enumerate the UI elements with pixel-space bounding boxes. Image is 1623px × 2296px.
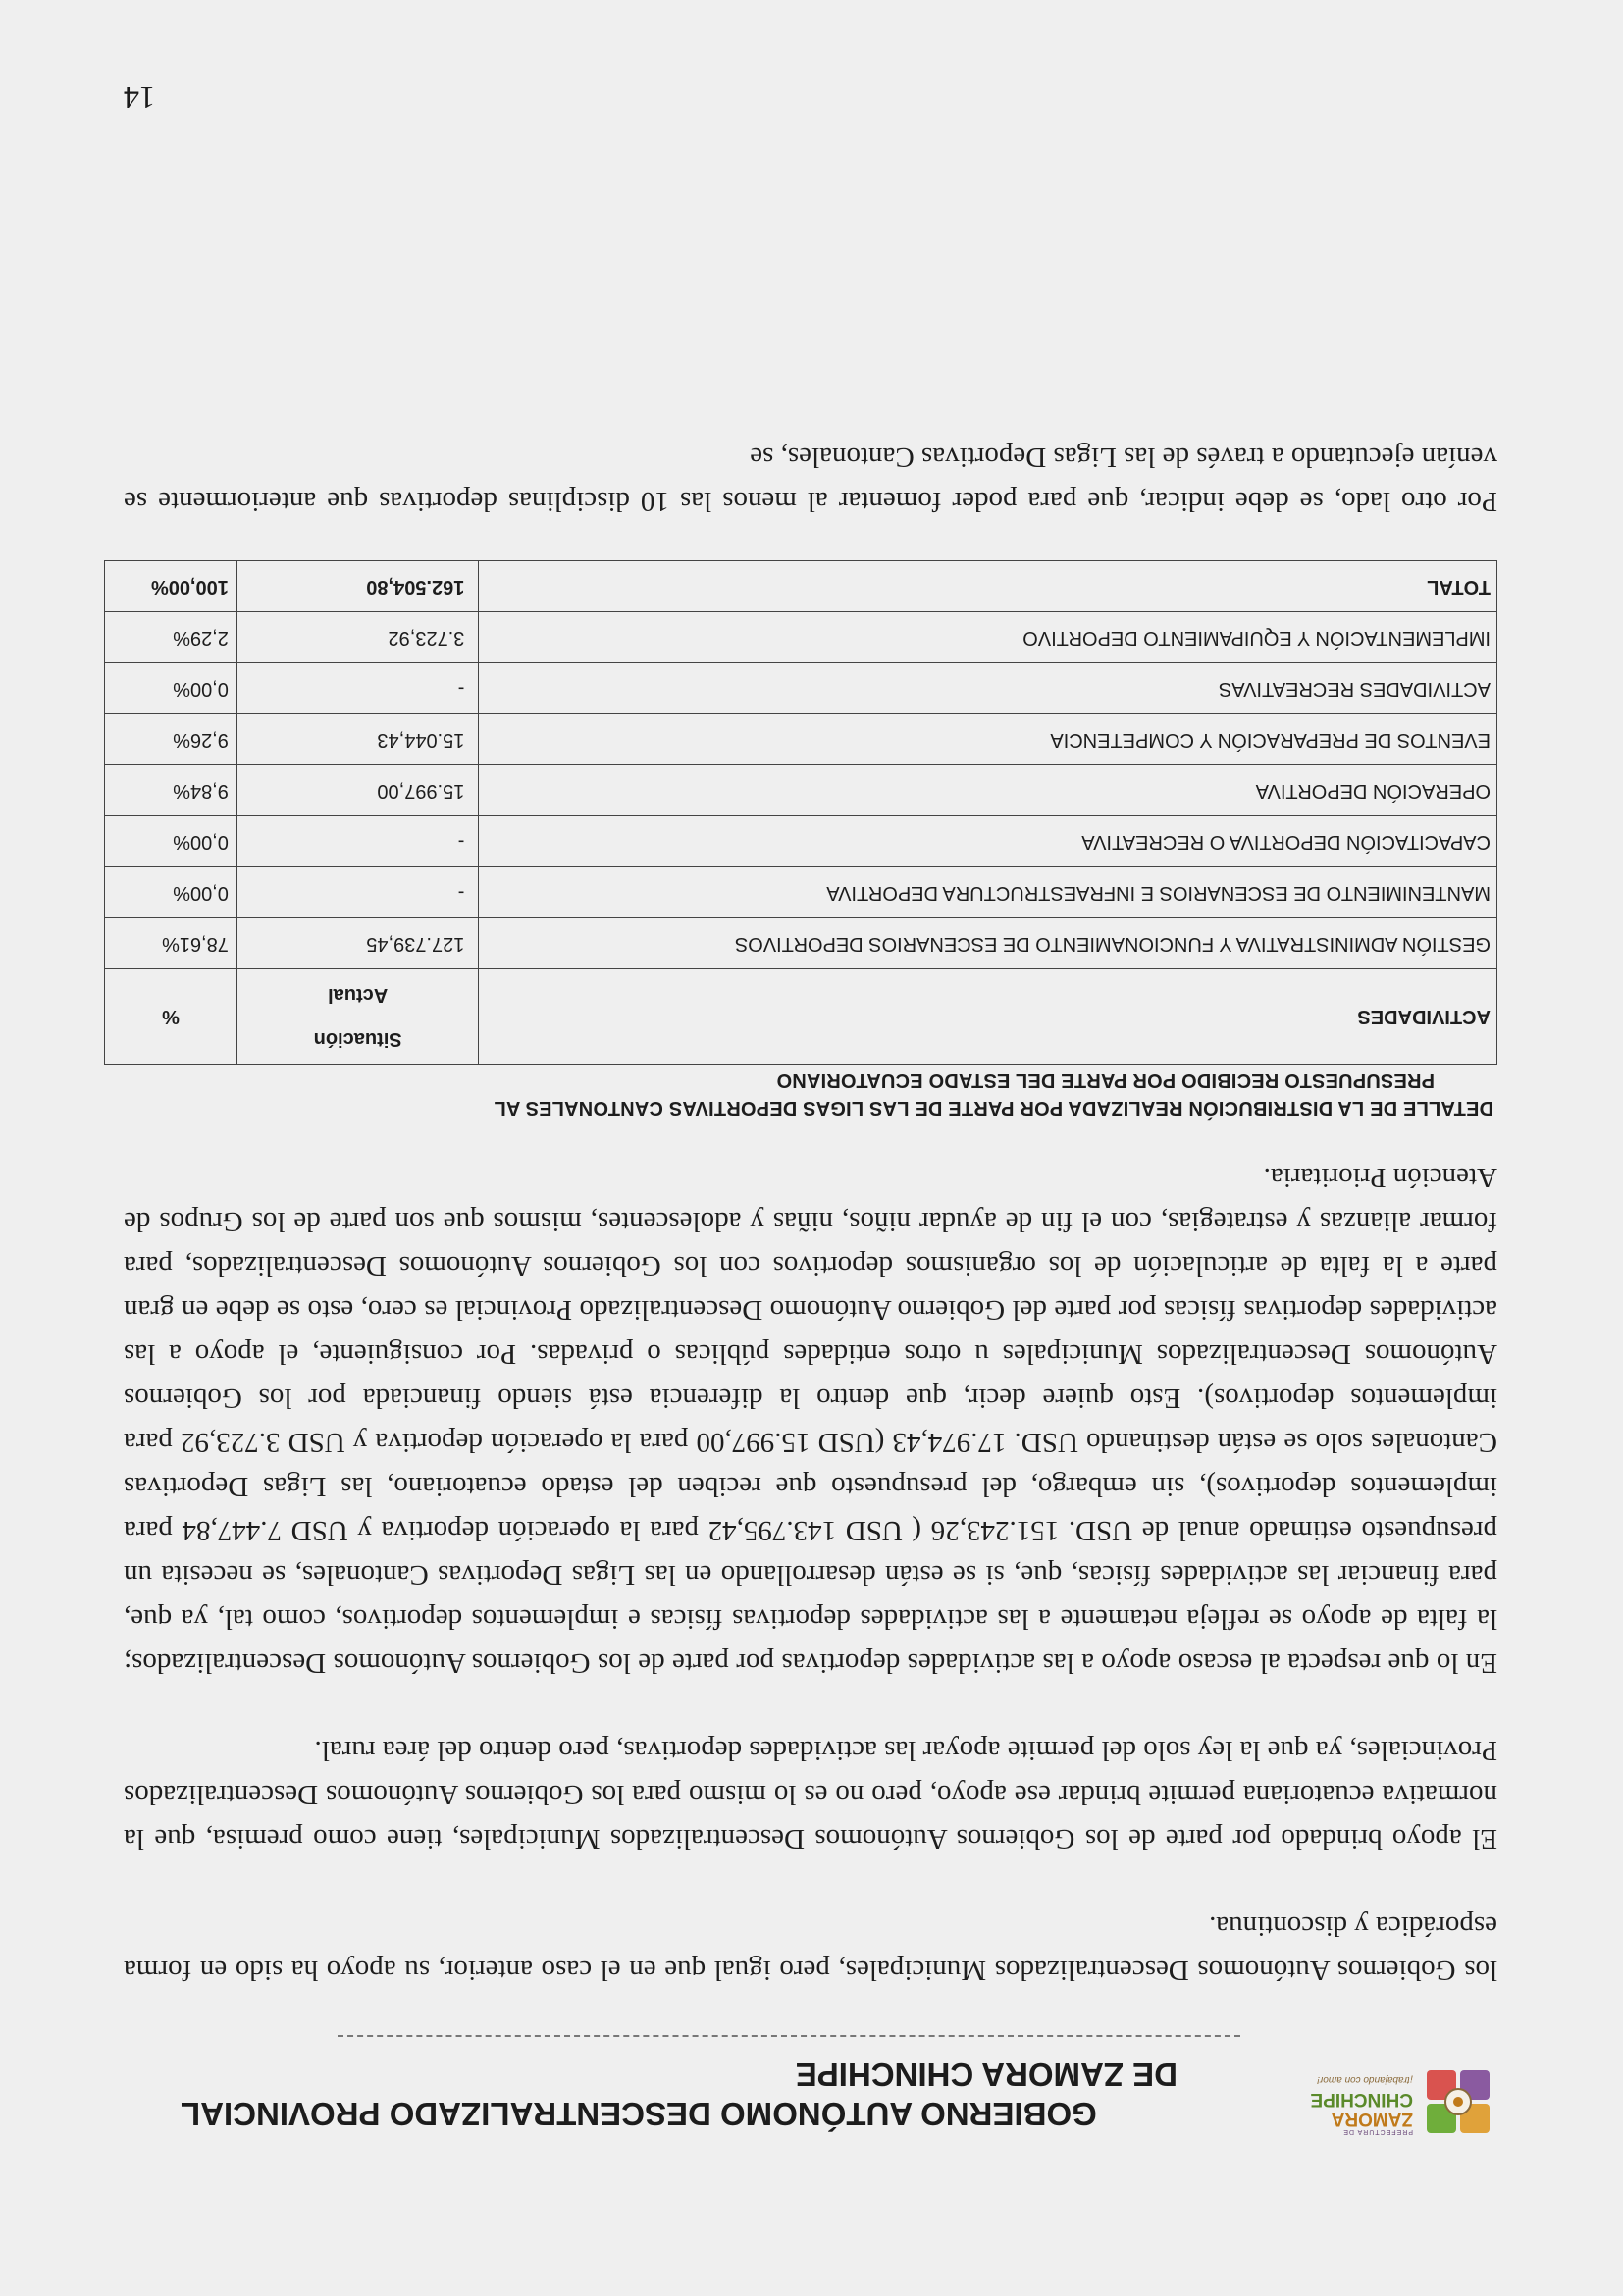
cell-activity: GESTIÓN ADMINISTRATIVA Y FUNCIONAMIENTO DE ESCENARIOS DEPORTIVOS <box>479 918 1497 969</box>
cell-activity: OPERACIÓN DEPORTIVA <box>479 765 1497 816</box>
header-current-situation-line2: Actual <box>328 984 389 1006</box>
cell-percent: 9,26% <box>105 714 237 765</box>
cell-value: - <box>236 867 478 918</box>
cell-activity: IMPLEMENTACIÓN Y EQUIPAMIENTO DEPORTIVO <box>479 612 1497 663</box>
cell-percent: 78,61% <box>105 918 237 969</box>
table-header-row <box>105 969 1497 1065</box>
table-row <box>105 612 1497 663</box>
header-title <box>181 2055 1240 2133</box>
table-row <box>105 714 1497 765</box>
cell-activity: MANTENIMIENTO DE ESCENARIOS E INFRAESTRUCTURA DEPORTIVA <box>479 867 1497 918</box>
cell-activity: ACTIVIDADES RECREATIVAS <box>479 663 1497 714</box>
page-header <box>131 2011 1495 2139</box>
header-current-situation <box>236 969 478 1065</box>
header-title-line2: DE ZAMORA CHINCHIPE <box>795 2057 1178 2093</box>
page-number: 14 <box>124 80 155 116</box>
table-total-row <box>105 561 1497 612</box>
cell-value: - <box>236 663 478 714</box>
header-title-line1: GOBIERNO AUTÓNOMO DESCENTRALIZADO PROVINCIAL <box>181 2096 1097 2132</box>
logo-small-text: PREFECTURA DE <box>1342 2128 1413 2135</box>
total-value: 162.504,80 <box>236 561 478 612</box>
header-current-situation-line1: Situación <box>313 1028 402 1050</box>
paragraph-3: En lo que respecta al escaso apoyo a las actividades deportivas por parte de los Gobiernos Autónomos Descentralizados; la falta de apoyo se refleja netamente a las actividades deportivas físicas e implementos deportivos, como tal, ya que, para financiar las actividades físicas, que, si se están desarrollando en las Ligas Deportivas Cantonales, se necesita un presupuesto estimado anual de USD. 151.243,26 ( USD 143.795,42 para la operación deportiva y USD 7.447,84 para implementos deportivos), sin embargo, del presupuesto que reciben del estado ecuatoriano, las Ligas Deportivas Cantonales solo se están destinando USD. 17.974,43 (USD 15.997,00 para la operación deportiva y USD 3.723,92 para implementos deportivos). Esto quiere decir, que dentro la diferencia está siendo financiada por los Gobiernos Autónomos Descentralizados Municipales u otros entidades públicas o privadas. Por consiguiente, el apoyo a las actividades deportivas físicas por parte del Gobierno Autónomo Descentralizado Provincial es cero, esto se debe en gran parte a la falta de articulación de los organismos deportivos con los Gobiernos Autónomos Descentralizados, para formar alianzas y estrategias, con el fin de ayudar niños, niñas y adolescentes, mismos que son parte de los Grupos de Atención Prioritaria. <box>124 1162 1497 1679</box>
document-body <box>124 391 1497 1992</box>
table-row <box>105 663 1497 714</box>
prefectura-emblem-icon <box>1421 2061 1495 2139</box>
cell-activity: EVENTOS DE PREPARACIÓN Y COMPETENCIA <box>479 714 1497 765</box>
table-row <box>105 765 1497 816</box>
logo-name-chinchipe: CHINCHIPE <box>1310 2089 1413 2110</box>
paragraph-1: los Gobiernos Autónomos Descentralizados Municipales, pero igual que en el caso anterior, su apoyo ha sido en forma esporádica y discontinua. <box>124 1910 1497 1986</box>
table-row <box>105 867 1497 918</box>
table-caption <box>124 1067 1497 1122</box>
cell-value: - <box>236 816 478 867</box>
paragraph-4: Por otro lado, se debe indicar, que para poder fomentar al menos las 10 disciplinas deportivas que anteriormente se venían ejecutando a través de las Ligas Deportivas Cantonales, se <box>124 442 1497 517</box>
cell-value: 127.739,45 <box>236 918 478 969</box>
cell-percent: 0,00% <box>105 867 237 918</box>
prefectura-logo <box>1280 2031 1495 2139</box>
header-divider <box>338 2035 1240 2037</box>
cell-percent: 9,84% <box>105 765 237 816</box>
cell-percent: 0,00% <box>105 663 237 714</box>
logo-tagline: ¡trabajando con amor! <box>1317 2074 1413 2085</box>
total-percent: 100,00% <box>105 561 237 612</box>
table-row <box>105 918 1497 969</box>
cell-percent: 0,00% <box>105 816 237 867</box>
header-percent: % <box>105 969 237 1065</box>
logo-name-zamora: ZAMORA <box>1331 2109 1413 2129</box>
total-label: TOTAL <box>479 561 1497 612</box>
cell-percent: 2,29% <box>105 612 237 663</box>
distribution-table <box>104 560 1497 1065</box>
paragraph-2: El apoyo brindado por parte de los Gobiernos Autónomos Descentralizados Municipales, tiene como premisa, que la normativa ecuatoriana permite brindar ese apoyo, pero no es lo mismo para los Gobiernos Autónomos Descentralizados Provinciales, ya que la ley solo del permite apoyar las actividades deportivas, pero dentro del área rural. <box>124 1735 1497 1854</box>
table-caption-line1: DETALLE DE LA DISTRIBUCIÓN REALIZADA POR PARTE DE LAS LIGAS DEPORTIVAS CANTONALES AL <box>494 1097 1493 1119</box>
cell-activity: CAPACITACIÓN DEPORTIVA O RECREATIVA <box>479 816 1497 867</box>
cell-value: 15.997,00 <box>236 765 478 816</box>
table-row <box>105 816 1497 867</box>
header-activities: ACTIVIDADES <box>479 969 1497 1065</box>
table-caption-line2: PRESUPUESTO RECIBIDO POR PARTE DEL ESTADO ECUATORIANO <box>776 1070 1435 1091</box>
cell-value: 3.723,92 <box>236 612 478 663</box>
cell-value: 15.044,43 <box>236 714 478 765</box>
